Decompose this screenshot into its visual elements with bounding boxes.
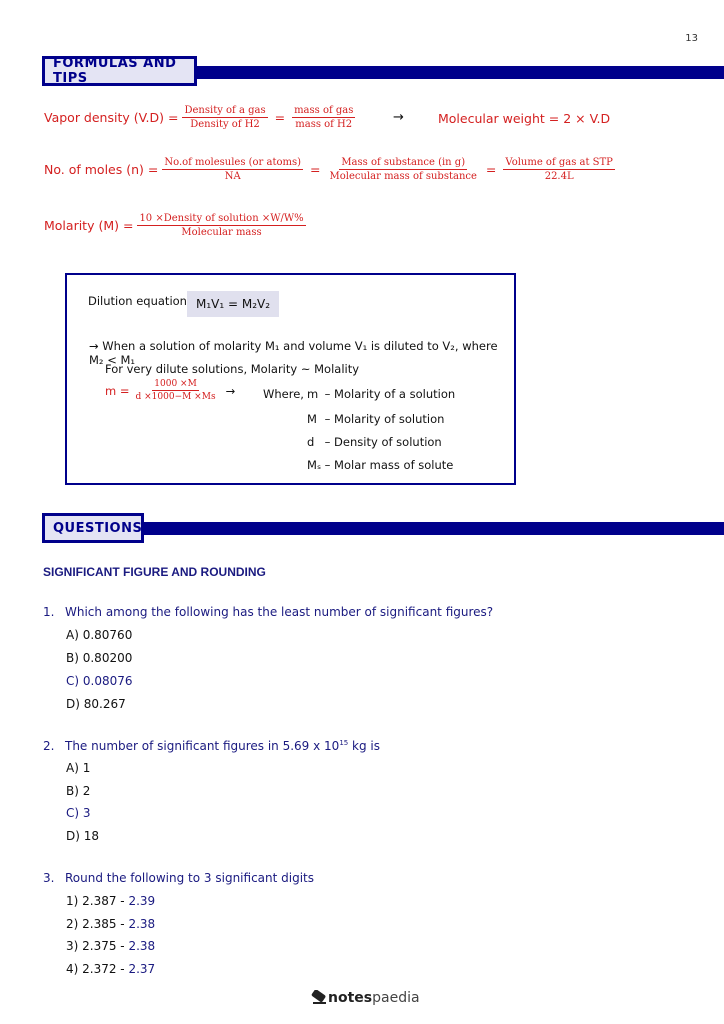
item-answer: 2.37 [128,962,156,976]
fraction [503,157,615,182]
numerator: 1000 ×M [154,379,197,389]
formulas-section-title: FORMULAS AND TIPS [42,56,197,86]
numerator: Volume of gas at STP [505,157,613,168]
definition-row [307,458,453,472]
denominator: mass of H2 [295,119,353,130]
denominator: Density of H2 [190,119,260,130]
rounding-item [66,939,155,953]
pencil-logo-icon [310,990,328,1006]
moles-formula [44,157,619,182]
symbol: M [307,412,317,426]
fraction [134,379,218,402]
symbol: m [307,387,319,401]
definition-row [307,412,444,426]
arrow-icon: → [225,383,236,398]
topic-heading: SIGNIFICANT FIGURE AND ROUNDING [43,565,266,579]
option-a: A) 1 [66,761,91,775]
item-value: 4) 2.372 - [66,962,125,976]
formula-lhs: m = [105,383,130,398]
option-c-correct: C) 0.08076 [66,674,133,688]
formula-lhs: Vapor density (V.D) = [44,110,179,125]
fraction [162,157,303,182]
notespaedia-logo [310,990,420,1006]
definition-row [307,387,455,401]
item-value: 3) 2.375 - [66,939,125,953]
rounding-item [66,917,155,931]
dilution-label: Dilution equation [88,294,187,308]
denominator: Molecular mass [181,227,262,238]
dilution-note: → When a solution of molarity M₁ and volume V₁ is diluted to V₂, where M₂ < M₁ [89,339,498,367]
section-bar [195,66,724,79]
equals: = [310,162,321,177]
question-text: kg is [348,739,381,753]
fraction [328,157,479,182]
question-text: The number of significant figures in 5.69 x 10 [65,739,340,753]
dilute-solution-note: For very dilute solutions, Molarity ~ Molality [105,362,360,376]
section-bar [142,522,724,535]
option-d: D) 80.267 [66,697,126,711]
dilution-box [65,273,516,485]
option-c-correct: C) 3 [66,806,91,820]
numerator: Density of a gas [184,105,266,116]
numerator: mass of gas [294,105,354,116]
formula-lhs: No. of moles (n) = [44,162,159,177]
fraction [182,105,267,130]
fraction [292,105,355,130]
question-1 [43,605,493,619]
dilution-equation: M₁V₁ = M₂V₂ [187,291,279,317]
item-answer: 2.38 [128,917,156,931]
page-number: 13 [685,33,698,44]
symbol: Mₛ [307,458,322,472]
rounding-item [66,962,155,976]
questions-section-title: QUESTIONS [42,513,144,543]
molality-formula [105,379,235,402]
exponent: 15 [339,739,349,747]
denominator: 22.4L [544,171,574,182]
item-answer: 2.39 [128,894,156,908]
option-b: B) 2 [66,784,91,798]
item-value: 2) 2.385 - [66,917,125,931]
numerator: Mass of substance (in g) [341,157,466,168]
arrow-icon: → [393,110,404,125]
equals: = [485,162,497,177]
question-text: Which among the following has the least number of significant figures? [65,605,494,619]
question-3 [43,871,314,885]
where-label: Where, [263,387,304,401]
definition: – Density of solution [324,435,442,449]
item-value: 1) 2.387 - [66,894,125,908]
item-answer: 2.38 [128,939,156,953]
option-d: D) 18 [66,829,100,843]
option-b: B) 0.80200 [66,651,133,665]
definition: – Molar mass of solute [324,458,454,472]
logo-text-light: paedia [372,990,420,1006]
definition-row [307,435,442,449]
denominator: NA [224,171,241,182]
formula-lhs: Molarity (M) = [44,218,134,233]
question-number: 2. [43,739,55,753]
molarity-formula [44,213,310,238]
equals: = [274,110,286,125]
molecular-weight-formula: Molecular weight = 2 × V.D [438,111,611,126]
question-text: Round the following to 3 significant digits [65,871,314,885]
numerator: 10 ×Density of solution ×W/W% [139,213,304,224]
fraction [137,213,305,238]
numerator: No.of molesules (or atoms) [164,157,302,168]
symbol: d [307,435,315,449]
question-number: 3. [43,871,55,885]
denominator: d ×1000−M ×Ms [135,392,216,402]
option-a: A) 0.80760 [66,628,133,642]
denominator: Molecular mass of substance [329,171,477,182]
definition: – Molarity of a solution [324,387,456,401]
vapor-density-formula [44,105,359,130]
logo-text-bold: notes [328,990,373,1006]
question-2 [43,739,380,753]
definition: – Molarity of solution [324,412,445,426]
rounding-item [66,894,155,908]
question-number: 1. [43,605,55,619]
